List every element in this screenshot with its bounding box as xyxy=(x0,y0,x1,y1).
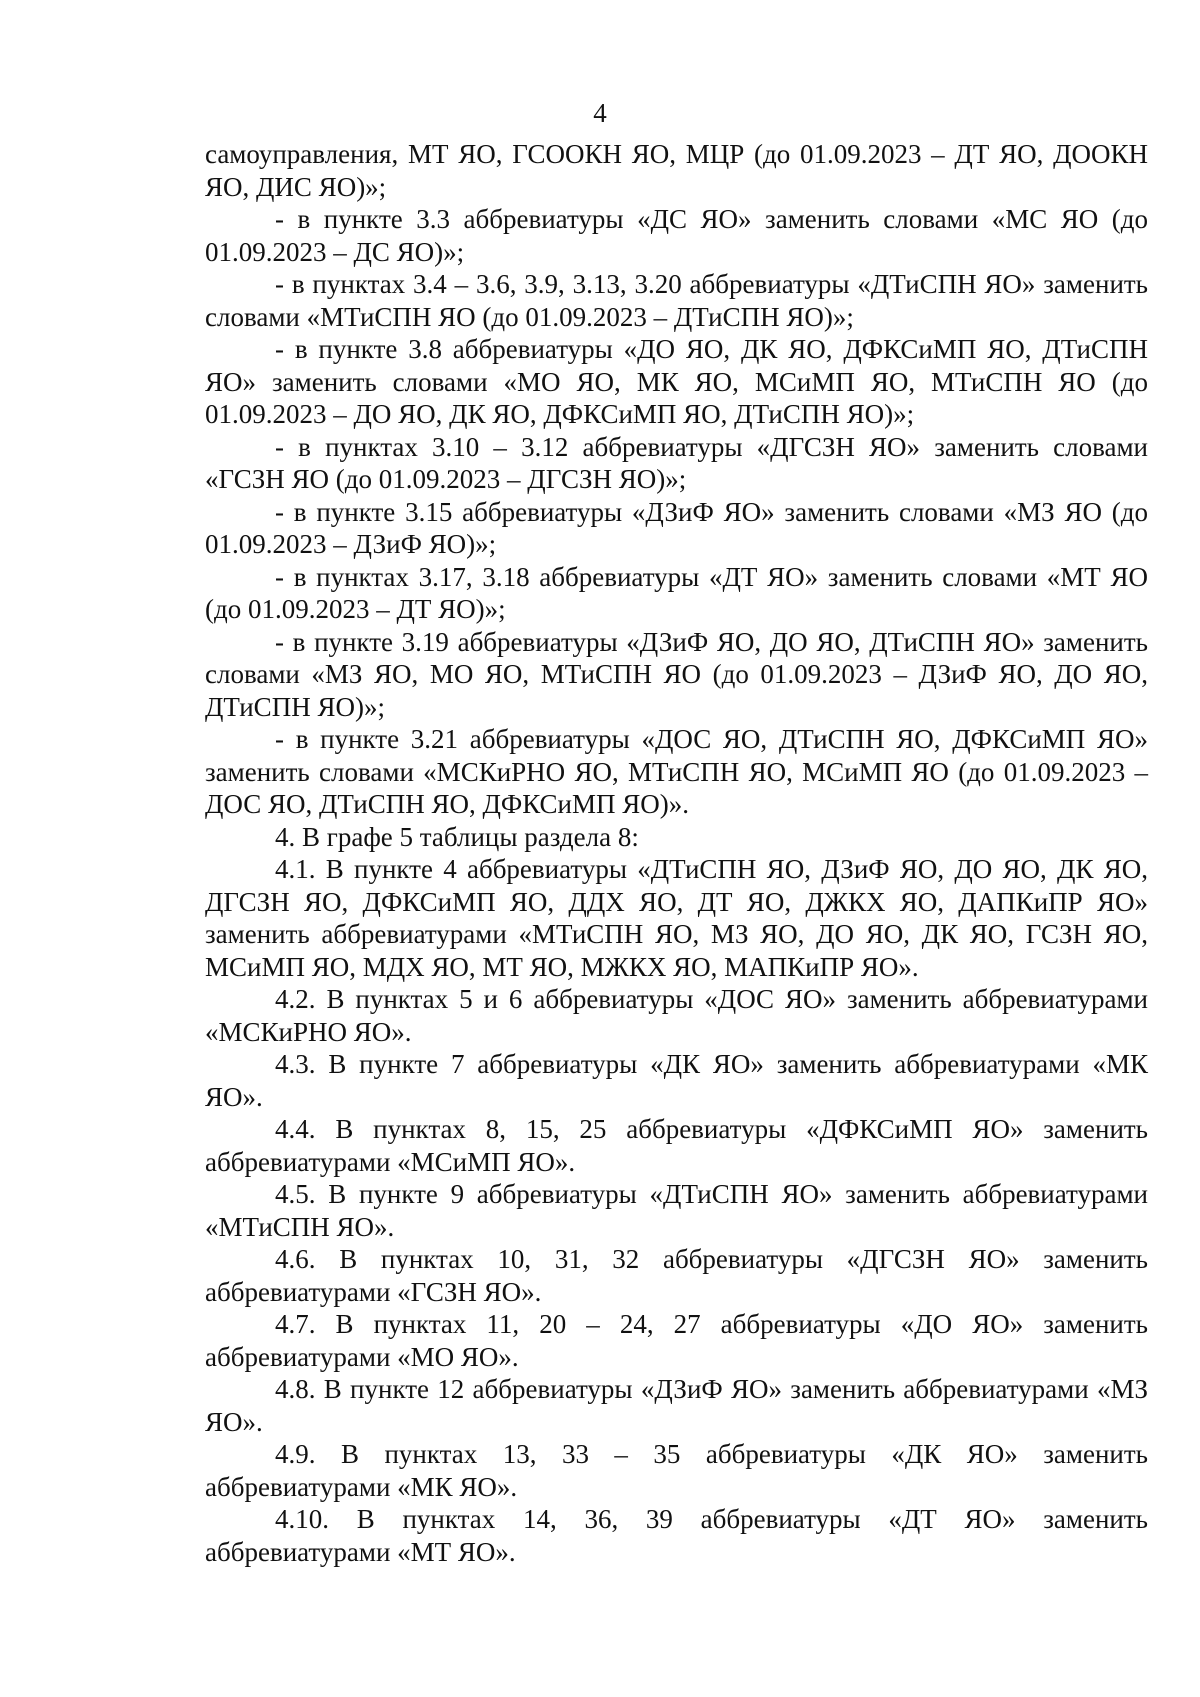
paragraph: - в пункте 3.3 аббревиатуры «ДС ЯО» заменить словами «МС ЯО (до 01.09.2023 – ДС ЯО)»; xyxy=(205,204,1148,267)
paragraph: 4.10. В пунктах 14, 36, 39 аббревиатуры «ДТ ЯО» заменить аббревиатурами «МТ ЯО». xyxy=(205,1504,1148,1567)
paragraph: 4.2. В пунктах 5 и 6 аббревиатуры «ДОС ЯО» заменить аббревиатурами «МСКиРНО ЯО». xyxy=(205,984,1148,1047)
paragraph: - в пункте 3.21 аббревиатуры «ДОС ЯО, ДТиСПН ЯО, ДФКСиМП ЯО» заменить словами «МСКиРНО ЯО, МТиСПН ЯО, МСиМП ЯО (до 01.09.2023 – ДОС ЯО, ДТиСПН ЯО, ДФКСиМП ЯО)». xyxy=(205,724,1148,819)
paragraph: 4.3. В пункте 7 аббревиатуры «ДК ЯО» заменить аббревиатурами «МК ЯО». xyxy=(205,1049,1148,1112)
paragraph: 4. В графе 5 таблицы раздела 8: xyxy=(275,821,639,852)
paragraph: 4.6. В пунктах 10, 31, 32 аббревиатуры «ДГСЗН ЯО» заменить аббревиатурами «ГСЗН ЯО». xyxy=(205,1244,1148,1307)
paragraph: 4.7. В пунктах 11, 20 – 24, 27 аббревиатуры «ДО ЯО» заменить аббревиатурами «МО ЯО». xyxy=(205,1309,1148,1372)
paragraph: - в пунктах 3.10 – 3.12 аббревиатуры «ДГСЗН ЯО» заменить словами «ГСЗН ЯО (до 01.09.2023 – ДГСЗН ЯО)»; xyxy=(205,431,1148,494)
paragraph: - в пунктах 3.17, 3.18 аббревиатуры «ДТ ЯО» заменить словами «МТ ЯО (до 01.09.2023 – ДТ ЯО)»; xyxy=(205,561,1148,624)
document-body xyxy=(205,138,1148,1568)
paragraph: 4.5. В пункте 9 аббревиатуры «ДТиСПН ЯО» заменить аббревиатурами «МТиСПН ЯО». xyxy=(205,1179,1148,1242)
paragraph: - в пункте 3.15 аббревиатуры «ДЗиФ ЯО» заменить словами «МЗ ЯО (до 01.09.2023 – ДЗиФ ЯО)»; xyxy=(205,496,1148,559)
paragraph: 4.8. В пункте 12 аббревиатуры «ДЗиФ ЯО» заменить аббревиатурами «МЗ ЯО». xyxy=(205,1374,1148,1437)
paragraph: 4.4. В пунктах 8, 15, 25 аббревиатуры «ДФКСиМП ЯО» заменить аббревиатурами «МСиМП ЯО». xyxy=(205,1114,1148,1177)
paragraph: 4.1. В пункте 4 аббревиатуры «ДТиСПН ЯО, ДЗиФ ЯО, ДО ЯО, ДК ЯО, ДГСЗН ЯО, ДФКСиМП ЯО, ДДХ ЯО, ДТ ЯО, ДЖКХ ЯО, ДАПКиПР ЯО» заменить аббревиатурами «МТиСПН ЯО, МЗ ЯО, ДО ЯО, ДК ЯО, ГСЗН ЯО, МСиМП ЯО, МДХ ЯО, МТ ЯО, МЖКХ ЯО, МАПКиПР ЯО». xyxy=(205,854,1148,982)
paragraph: - в пунктах 3.4 – 3.6, 3.9, 3.13, 3.20 аббревиатуры «ДТиСПН ЯО» заменить словами «МТиСПН ЯО (до 01.09.2023 – ДТиСПН ЯО)»; xyxy=(205,269,1148,332)
page-number: 4 xyxy=(593,98,607,128)
paragraph: - в пункте 3.8 аббревиатуры «ДО ЯО, ДК ЯО, ДФКСиМП ЯО, ДТиСПН ЯО» заменить словами «МО ЯО, МК ЯО, МСиМП ЯО, МТиСПН ЯО (до 01.09.2023 – ДО ЯО, ДК ЯО, ДФКСиМП ЯО, ДТиСПН ЯО)»; xyxy=(205,334,1148,429)
paragraph: - в пункте 3.19 аббревиатуры «ДЗиФ ЯО, ДО ЯО, ДТиСПН ЯО» заменить словами «МЗ ЯО, МО ЯО, МТиСПН ЯО (до 01.09.2023 – ДЗиФ ЯО, ДО ЯО, ДТиСПН ЯО)»; xyxy=(205,626,1148,722)
paragraph: самоуправления, МТ ЯО, ГСООКН ЯО, МЦР (до 01.09.2023 – ДТ ЯО, ДООКН ЯО, ДИС ЯО)»; xyxy=(205,139,1148,202)
paragraph: 4.9. В пунктах 13, 33 – 35 аббревиатуры «ДК ЯО» заменить аббревиатурами «МК ЯО». xyxy=(205,1439,1148,1502)
